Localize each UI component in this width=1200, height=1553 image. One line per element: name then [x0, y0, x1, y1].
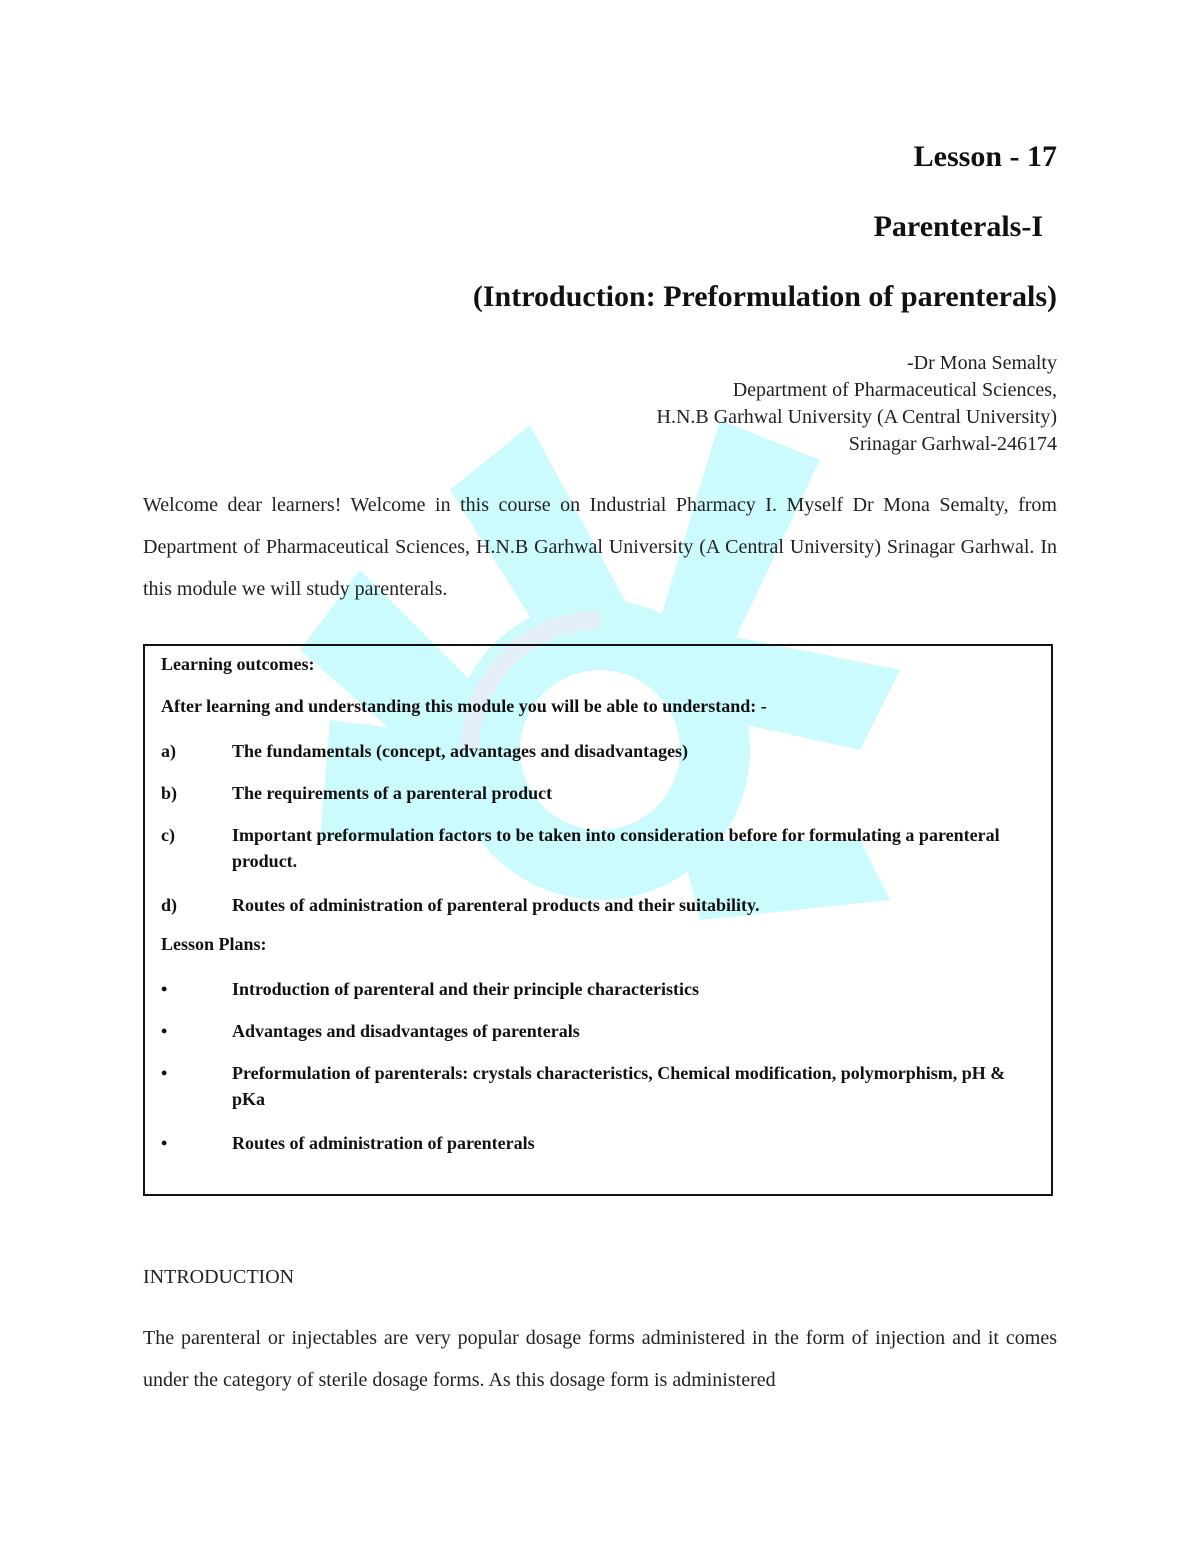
plan-text: Advantages and disadvantages of parenterals	[232, 1021, 580, 1041]
outcome-text: Important preformulation factors to be taken into consideration before for formulating a parenteral product.	[232, 825, 1000, 871]
outcome-marker: a)	[161, 741, 176, 761]
outcomes-heading: Learning outcomes:	[161, 654, 315, 674]
welcome-paragraph: Welcome dear learners! Welcome in this course on Industrial Pharmacy I. Myself Dr Mona Semalty, from Department of Pharmaceutical Sciences, H.N.B Garhwal University (A Central University) Srinagar Garhwal. In this module we will study parenterals.	[143, 494, 1057, 600]
outcome-item	[161, 822, 1031, 874]
outcome-marker: b)	[161, 783, 178, 803]
introduction-heading: INTRODUCTION	[143, 1266, 295, 1288]
outcome-marker: d)	[161, 895, 178, 915]
outcome-text: Routes of administration of parenteral products and their suitability.	[232, 895, 760, 915]
introduction-paragraph: The parenteral or injectables are very popular dosage forms administered in the form of injection and it comes under the category of sterile dosage forms. As this dosage form is administered	[143, 1327, 1057, 1391]
lesson-number: Lesson - 17	[913, 140, 1057, 173]
bullet-marker: •	[161, 1021, 168, 1041]
bullet-marker: •	[161, 979, 168, 999]
author-block	[657, 350, 1057, 458]
author-name: -Dr Mona Semalty	[907, 352, 1057, 374]
outcome-text: The requirements of a parenteral product	[232, 783, 553, 803]
learning-outcomes-box	[143, 644, 1053, 1196]
plan-text: Routes of administration of parenterals	[232, 1133, 535, 1153]
lesson-plans-heading: Lesson Plans:	[161, 934, 267, 954]
author-address: Srinagar Garhwal-246174	[848, 433, 1057, 455]
author-university: H.N.B Garhwal University (A Central University)	[656, 406, 1057, 428]
outcome-text: The fundamentals (concept, advantages and disadvantages)	[232, 741, 689, 761]
plan-text: Introduction of parenteral and their principle characteristics	[232, 979, 699, 999]
plan-item	[161, 1018, 1031, 1044]
outcome-item	[161, 892, 1031, 918]
lesson-title: Parenterals-I	[873, 210, 1043, 243]
outcome-marker: c)	[161, 825, 175, 845]
plan-item	[161, 1060, 1031, 1112]
plan-text: Preformulation of parenterals: crystals characteristics, Chemical modification, polymorphism, pH & pKa	[232, 1063, 1006, 1109]
bullet-marker: •	[161, 1133, 168, 1153]
outcome-item	[161, 738, 1031, 764]
plan-item	[161, 1130, 1031, 1156]
bullet-marker: •	[161, 1063, 168, 1083]
outcomes-lead: After learning and understanding this module you will be able to understand: -	[161, 696, 767, 716]
author-department: Department of Pharmaceutical Sciences,	[732, 379, 1057, 401]
plan-item	[161, 976, 1031, 1002]
lesson-subtitle: (Introduction: Preformulation of parenterals)	[472, 280, 1057, 313]
outcome-item	[161, 780, 1031, 806]
